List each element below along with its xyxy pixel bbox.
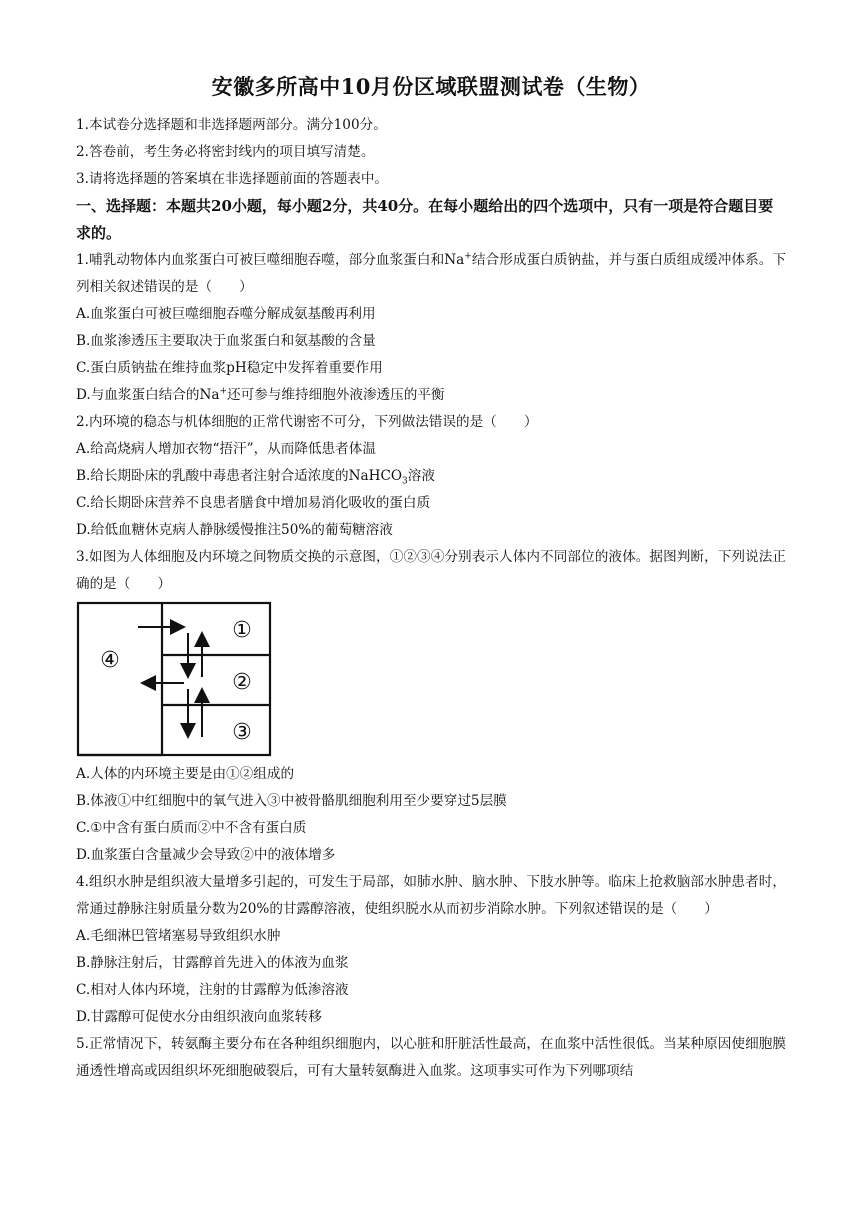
page-title: 安徽多所高中10月份区域联盟测试卷（生物） <box>211 74 651 99</box>
question-3-option-a: A.人体的内环境主要是由①②组成的 <box>76 766 295 782</box>
question-1-option-a: A.血浆蛋白可被巨噬细胞吞噬分解成氨基酸再利用 <box>76 306 376 322</box>
question-2-stem: 2.内环境的稳态与机体细胞的正常代谢密不可分，下列做法错误的是（ ） <box>76 414 538 430</box>
question-1-option-b: B.血浆渗透压主要取决于血浆蛋白和氨基酸的含量 <box>76 333 376 349</box>
question-4-option-d: D.甘露醇可促使水分由组织液向血浆转移 <box>76 1009 322 1025</box>
exam-page <box>76 72 786 1085</box>
question-1-stem: 1.哺乳动物体内血浆蛋白可被巨噬细胞吞噬，部分血浆蛋白和Na+结合形成蛋白质钠盐，并与蛋白质组成缓冲体系。下列相关叙述错误的是（ ） <box>76 251 787 295</box>
question-2-option-b: B.给长期卧床的乳酸中毒患者注射合适浓度的NaHCO$_3$溶液 <box>76 468 435 487</box>
question-4-stem: 4.组织水肿是组织液大量增多引起的，可发生于局部，如肺水肿、脑水肿、下肢水肿等。临床上抢救脑部水肿患者时，常通过静脉注射质量分数为20%的甘露醇溶液，使组织脱水从而初步消除水肿。下列叙述错误的是（ ） <box>76 874 786 917</box>
diagram-arrows <box>138 627 202 737</box>
instruction-2: 2.答卷前，考生务必将密封线内的项目填写清楚。 <box>76 144 375 160</box>
section-heading: 一、选择题：本题共20小题，每小题2分，共40分。在每小题给出的四个选项中，只有一项是符合题目要求的。 <box>76 197 774 242</box>
label-fluid-3: ③ <box>232 720 252 745</box>
label-fluid-1: ① <box>232 618 252 643</box>
question-3-option-c: C.①中含有蛋白质而②中不含有蛋白质 <box>76 820 307 836</box>
question-4-option-a: A.毛细淋巴管堵塞易导致组织水肿 <box>76 928 281 944</box>
question-4-option-b: B.静脉注射后，甘露醇首先进入的体液为血浆 <box>76 955 349 971</box>
instruction-1: 1.本试卷分选择题和非选择题两部分。满分100分。 <box>76 117 387 133</box>
question-4-option-c: C.相对人体内环境，注射的甘露醇为低渗溶液 <box>76 982 349 998</box>
question-1-option-c: C.蛋白质钠盐在维持血浆pH稳定中发挥着重要作用 <box>76 360 383 376</box>
body-fluid-diagram <box>76 601 786 757</box>
body-fluid-diagram-svg <box>76 601 276 757</box>
question-2-option-d: D.给低血糖休克病人静脉缓慢推注50%的葡萄糖溶液 <box>76 522 393 538</box>
question-3-option-d: D.血浆蛋白含量减少会导致②中的液体增多 <box>76 847 336 863</box>
question-3-stem: 3.如图为人体细胞及内环境之间物质交换的示意图，①②③④分别表示人体内不同部位的液体。据图判断，下列说法正确的是（ ） <box>76 549 786 592</box>
label-fluid-2: ② <box>232 670 252 695</box>
question-5-stem: 5.正常情况下，转氨酶主要分布在各种组织细胞内，以心脏和肝脏活性最高，在血浆中活性很低。当某种原因使细胞膜通透性增高或因组织坏死细胞破裂后，可有大量转氨酶进入血浆。这项事实可作为下列哪项结 <box>76 1036 786 1079</box>
question-2-option-a: A.给高烧病人增加衣物“捂汗”，从而降低患者体温 <box>76 441 376 457</box>
question-2-option-c: C.给长期卧床营养不良患者膳食中增加易消化吸收的蛋白质 <box>76 495 431 511</box>
label-fluid-4: ④ <box>100 648 120 673</box>
question-1-option-d: D.与血浆蛋白结合的Na+还可参与维持细胞外液渗透压的平衡 <box>76 386 445 403</box>
question-3-option-b: B.体液①中红细胞中的氧气进入③中被骨骼肌细胞利用至少要穿过5层膜 <box>76 793 507 809</box>
instruction-3: 3.请将选择题的答案填在非选择题前面的答题表中。 <box>76 171 389 187</box>
